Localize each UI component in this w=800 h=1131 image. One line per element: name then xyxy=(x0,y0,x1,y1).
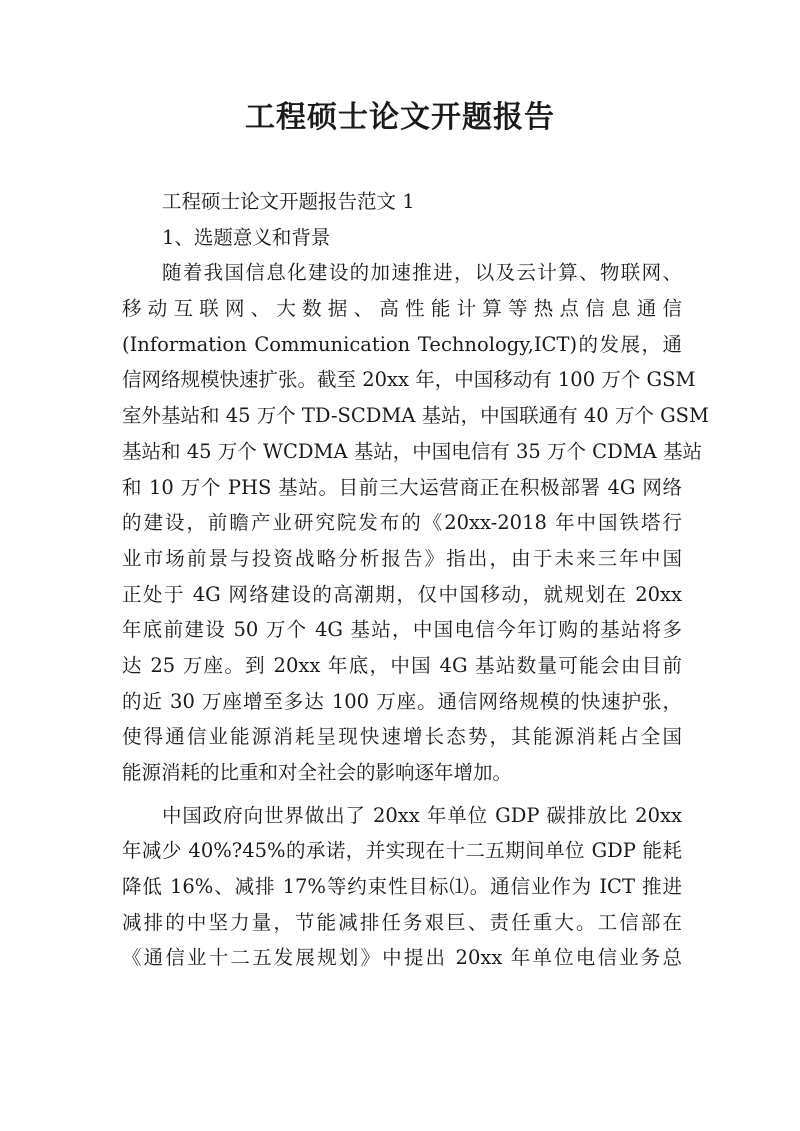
subsection-heading: 1、选题意义和背景 xyxy=(162,225,331,249)
document-body xyxy=(122,184,709,976)
paragraph-line: 能源消耗的比重和对全社会的影响逐年增加。 xyxy=(122,761,513,784)
paragraph-line: 减排的中坚力量，节能减排任务艰巨、责任重大。工信部在 xyxy=(122,910,682,934)
paragraph-line: 的建设，前瞻产业研究院发布的《20xx-2018 年中国铁塔行 xyxy=(122,511,682,535)
paragraph-line: 随着我国信息化建设的加速推进，以及云计算、物联网、 xyxy=(162,261,682,285)
paragraph-line: 降低 16%、减排 17%等约束性目标⑴。通信业作为 ICT 推进 xyxy=(122,875,682,899)
paragraph-line: 正处于 4G 网络建设的高潮期，仅中国移动，就规划在 20xx xyxy=(122,582,682,606)
section-heading: 工程硕士论文开题报告范文 1 xyxy=(162,190,415,213)
paragraph-line: 业市场前景与投资战略分析报告》指出，由于未来三年中国 xyxy=(122,546,682,570)
paragraph-line: 室外基站和 45 万个 TD-SCDMA 基站，中国联通有 40 万个 GSM xyxy=(122,404,709,428)
paragraph-line: 使得通信业能源消耗呈现快速增长态势，其能源消耗占全国 xyxy=(122,725,682,749)
document-title: 工程硕士论文开题报告 xyxy=(245,100,555,135)
paragraph-line: 年底前建设 50 万个 4G 基站，中国电信今年订购的基站将多 xyxy=(122,618,682,642)
paragraph-line: 中国政府向世界做出了 20xx 年单位 GDP 碳排放比 20xx xyxy=(162,803,682,827)
paragraph-line: 信网络规模快速扩张。截至 20xx 年，中国移动有 100 万个 GSM xyxy=(122,368,696,392)
paragraph-line: 的近 30 万座增至多达 100 万座。通信网络规模的快速护张， xyxy=(122,689,682,713)
paragraph-line: (Information Communication Technology,ICT)的发展，通 xyxy=(122,332,682,356)
paragraph-line: 基站和 45 万个 WCDMA 基站，中国电信有 35 万个 CDMA 基站 xyxy=(122,439,702,463)
paragraph-line: 年减少 40%?45%的承诺，并实现在十二五期间单位 GDP 能耗 xyxy=(122,839,682,863)
paragraph-line: 达 25 万座。到 20xx 年底，中国 4G 基站数量可能会由目前 xyxy=(122,653,682,677)
paragraph-line: 《通信业十二五发展规划》中提出 20xx 年单位电信业务总 xyxy=(122,946,682,970)
paragraph-line: 移动互联网、大数据、高性能计算等热点信息通信 xyxy=(122,297,682,321)
paragraph-line: 和 10 万个 PHS 基站。目前三大运营商正在积极部署 4G 网络 xyxy=(122,475,682,499)
